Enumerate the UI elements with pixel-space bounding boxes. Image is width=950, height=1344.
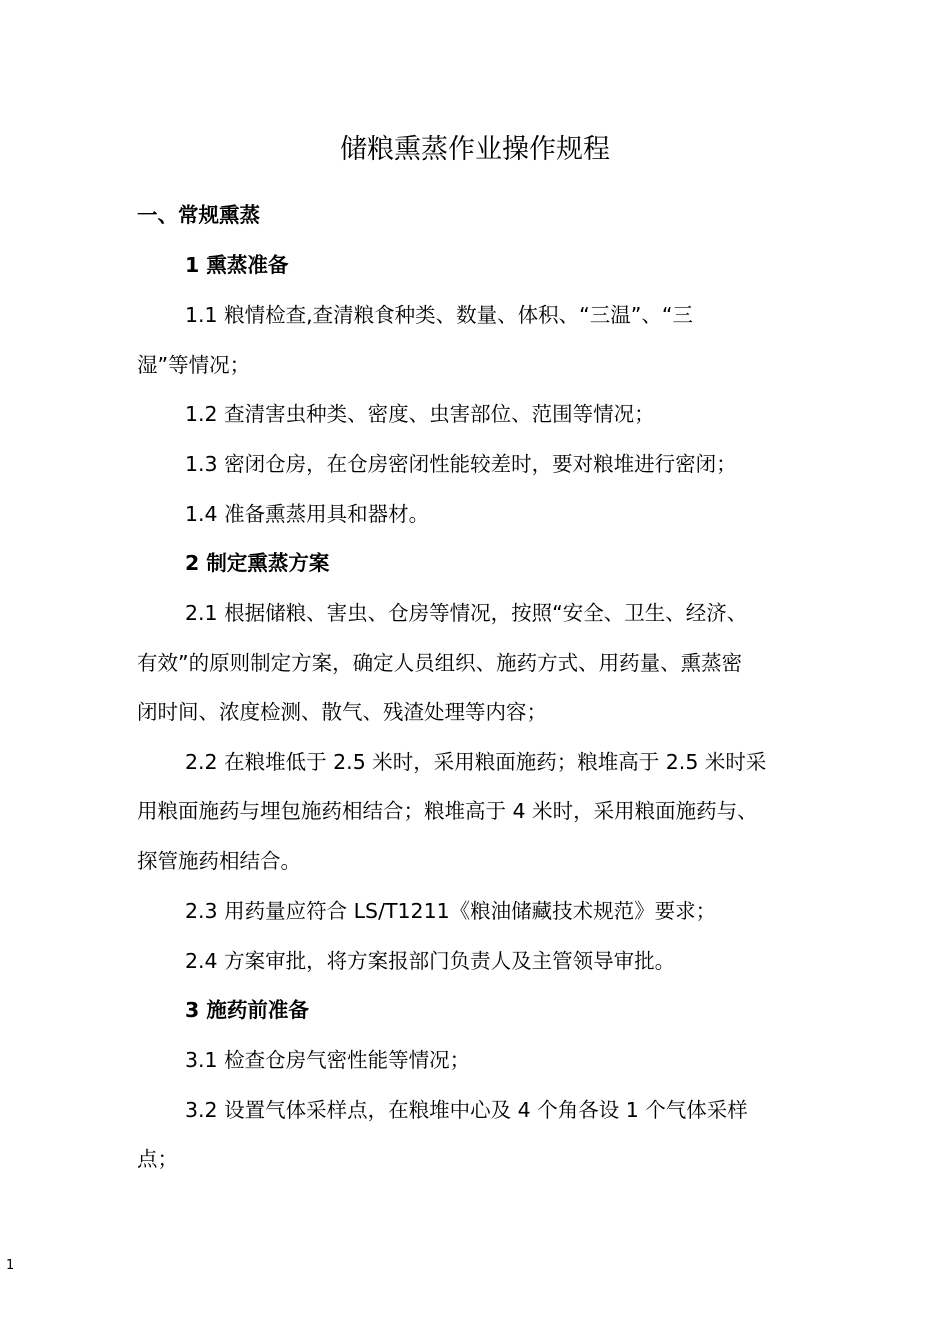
subsection-heading-plan: 2 制定熏蒸方案 — [185, 551, 330, 575]
paragraph-line: 用粮面施药与埋包施药相结合；粮堆高于 4 米时，采用粮面施药与、 — [137, 799, 758, 823]
paragraph-line: 2.1 根据储粮、害虫、仓房等情况，按照“安全、卫生、经济、 — [185, 601, 748, 625]
paragraph-line: 点； — [137, 1147, 178, 1171]
paragraph-line: 3.2 设置气体采样点，在粮堆中心及 4 个角各设 1 个气体采样 — [185, 1098, 748, 1122]
section-heading-routine-fumigation: 一、常规熏蒸 — [137, 203, 260, 227]
paragraph-line: 1.4 准备熏蒸用具和器材。 — [185, 502, 430, 526]
paragraph-line: 1.3 密闭仓房，在仓房密闭性能较差时，要对粮堆进行密闭； — [185, 452, 737, 476]
paragraph-line: 闭时间、浓度检测、散气、残渣处理等内容； — [137, 700, 547, 724]
paragraph-line: 1.2 查清害虫种类、密度、虫害部位、范围等情况； — [185, 402, 655, 426]
subsection-heading-preparation: 1 熏蒸准备 — [185, 253, 289, 277]
paragraph-line: 2.4 方案审批，将方案报部门负责人及主管领导审批。 — [185, 949, 676, 973]
page-number: 1 — [6, 1258, 15, 1273]
paragraph-line: 2.2 在粮堆低于 2.5 米时，采用粮面施药；粮堆高于 2.5 米时采 — [185, 750, 767, 774]
paragraph-line: 1.1 粮情检查,查清粮食种类、数量、体积、“三温”、“三 — [185, 303, 693, 327]
document-title: 储粮熏蒸作业操作规程 — [340, 134, 610, 165]
paragraph-line: 湿”等情况； — [137, 353, 251, 377]
paragraph-line: 有效”的原则制定方案，确定人员组织、施药方式、用药量、熏蒸密 — [137, 651, 743, 675]
paragraph-line: 2.3 用药量应符合 LS/T1211《粮油储藏技术规范》要求； — [185, 899, 717, 923]
paragraph-line: 探管施药相结合。 — [137, 849, 301, 873]
paragraph-line: 3.1 检查仓房气密性能等情况； — [185, 1048, 471, 1072]
subsection-heading-pre-application: 3 施药前准备 — [185, 998, 309, 1022]
